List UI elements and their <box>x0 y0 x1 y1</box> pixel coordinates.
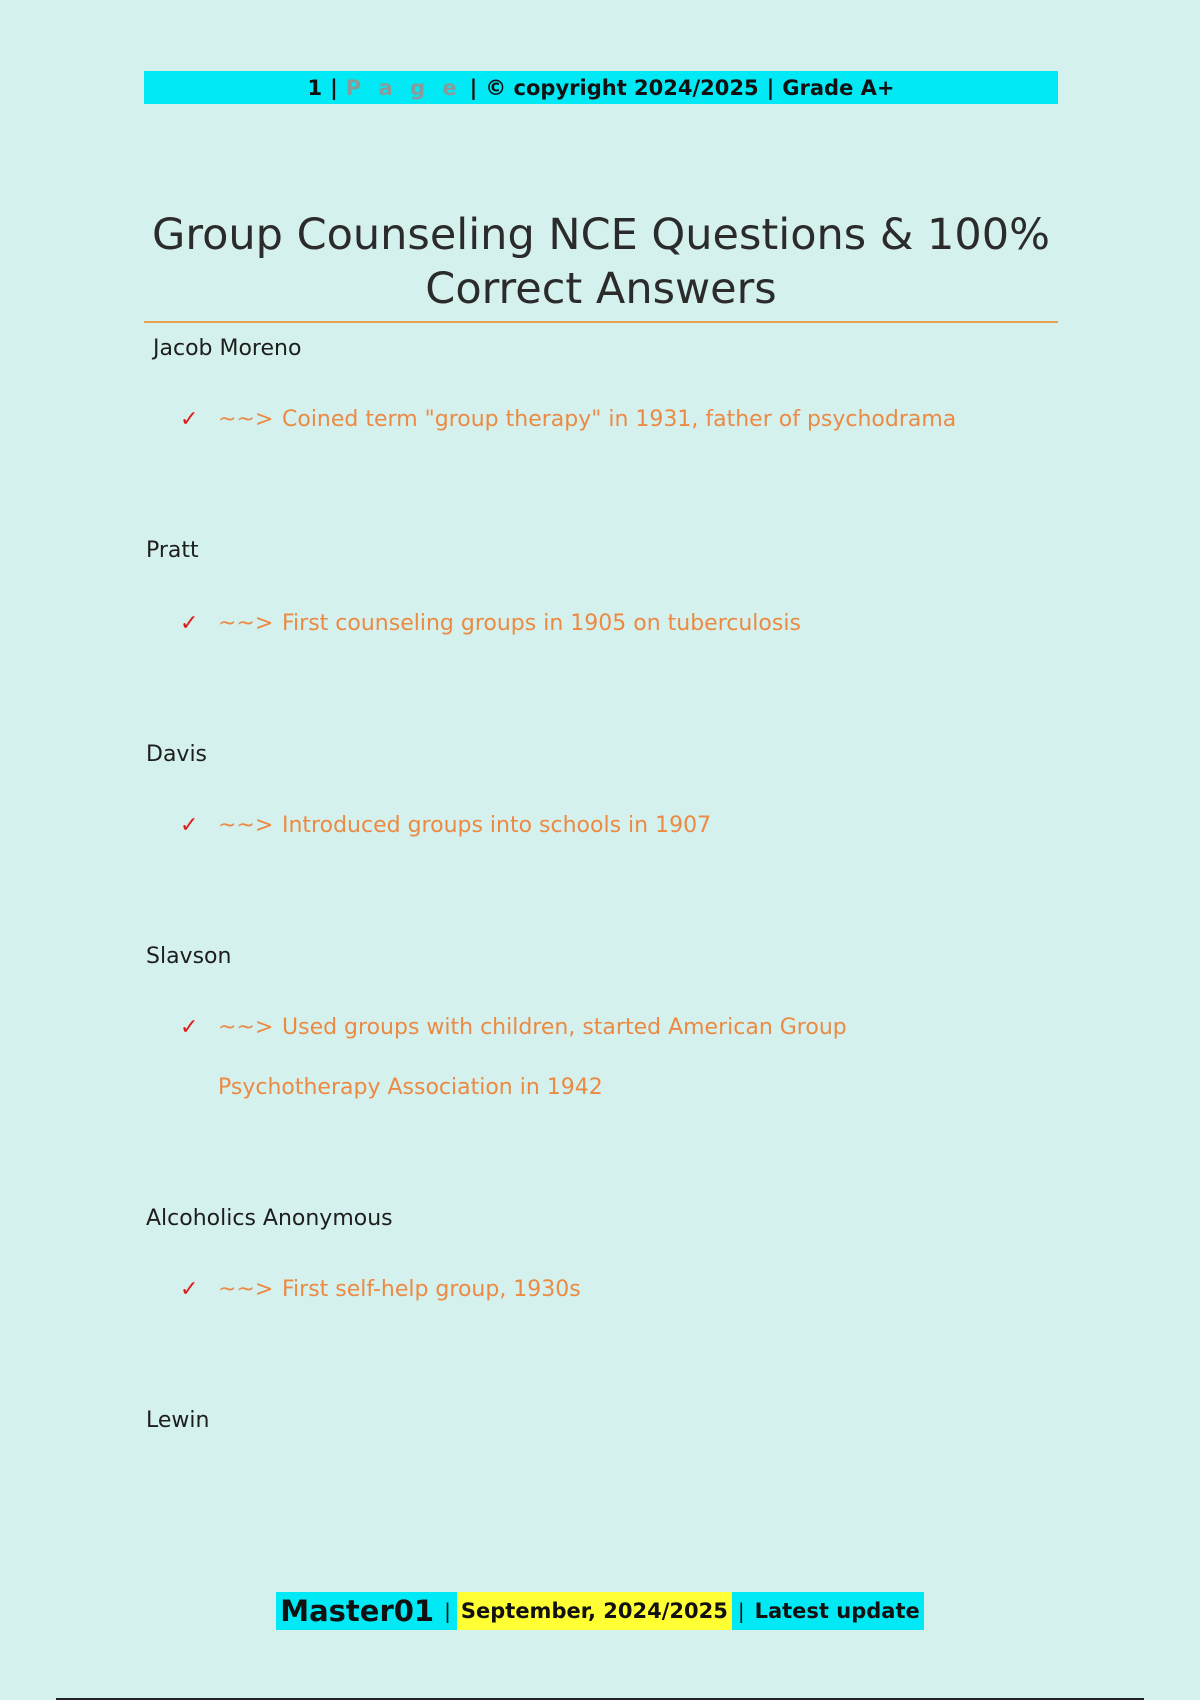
term-alcoholics-anonymous: Alcoholics Anonymous <box>146 1206 393 1231</box>
term-pratt: Pratt <box>146 538 199 563</box>
footer-author: Master01 <box>276 1592 438 1630</box>
page-number: 1 <box>307 75 323 100</box>
answer-text: First self-help group, 1930s <box>282 1277 581 1302</box>
answer-pratt <box>180 594 1060 654</box>
answer-text: First counseling groups in 1905 on tuberculosis <box>282 611 801 636</box>
header-separator: | <box>469 75 478 100</box>
answer-slavson <box>180 998 1060 1118</box>
page-label: P a g e <box>345 75 462 100</box>
arrow-marker: ~~> <box>218 407 274 432</box>
term-jacob-moreno: Jacob Moreno <box>153 336 302 361</box>
answer-alcoholics-anonymous <box>180 1260 1060 1320</box>
title-line-1: Group Counseling NCE Questions & 100% <box>152 210 1050 260</box>
page-header <box>144 71 1058 104</box>
answer-text: Used groups with children, started American Group <box>282 1015 847 1040</box>
header-separator: | <box>766 75 775 100</box>
footer-date: September, 2024/2025 <box>457 1592 732 1630</box>
check-icon: ✓ <box>180 407 199 432</box>
arrow-marker: ~~> <box>218 611 274 636</box>
arrow-marker: ~~> <box>218 813 274 838</box>
page-footer <box>0 1592 1200 1630</box>
answer-text-continued: Psychotherapy Association in 1942 <box>218 1075 603 1100</box>
answer-davis <box>180 796 1060 856</box>
copyright-text: © copyright 2024/2025 <box>485 75 759 100</box>
check-icon: ✓ <box>180 611 199 636</box>
term-slavson: Slavson <box>146 944 232 969</box>
footer-separator: | <box>438 1592 457 1630</box>
arrow-marker: ~~> <box>218 1277 274 1302</box>
footer-separator: | <box>732 1592 751 1630</box>
header-separator: | <box>330 75 338 100</box>
check-icon: ✓ <box>180 1015 199 1040</box>
grade-text: Grade A+ <box>782 75 895 100</box>
check-icon: ✓ <box>180 813 199 838</box>
arrow-marker: ~~> <box>218 1015 274 1040</box>
term-davis: Davis <box>146 742 208 767</box>
answer-text: Coined term "group therapy" in 1931, father of psychodrama <box>282 407 957 432</box>
document-title <box>144 208 1058 316</box>
answer-jacob-moreno <box>180 390 1060 450</box>
footer-status: Latest update <box>751 1592 924 1630</box>
title-divider <box>144 321 1058 323</box>
check-icon: ✓ <box>180 1277 199 1302</box>
term-lewin: Lewin <box>146 1408 210 1433</box>
title-line-2: Correct Answers <box>425 264 777 314</box>
answer-text: Introduced groups into schools in 1907 <box>282 813 712 838</box>
